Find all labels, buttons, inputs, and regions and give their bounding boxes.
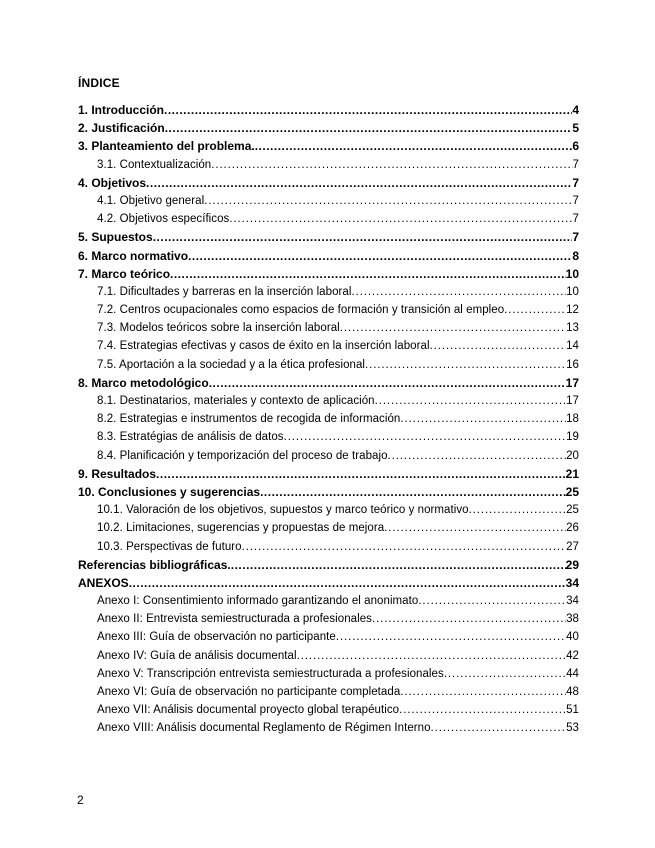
toc-section-entry[interactable] <box>78 228 579 246</box>
toc-entry-label: 4. Objetivos <box>78 175 147 190</box>
toc-entry-label: 7.2. Centros ocupacionales como espacios de formación y transición al empleo <box>97 304 505 317</box>
toc-entry-label: 2. Justificación <box>78 121 165 136</box>
toc-entry-label: 10.3. Perspectivas de futuro <box>97 540 242 553</box>
toc-dot-leader <box>384 519 566 537</box>
toc-dot-leader <box>231 556 566 574</box>
toc-dot-leader <box>165 119 573 137</box>
toc-subsection-entry[interactable] <box>78 319 579 337</box>
toc-entry-page: 53 <box>566 722 579 735</box>
toc-section-entry[interactable] <box>78 574 579 592</box>
toc-entry-page: 44 <box>566 667 579 680</box>
toc-entry-label: 7. Marco teórico <box>78 266 171 281</box>
toc-entry-page: 29 <box>565 557 579 572</box>
toc-entry-page: 7 <box>572 194 579 207</box>
toc-entry-page: 48 <box>566 686 579 698</box>
toc-entry-page: 42 <box>566 649 579 662</box>
toc-entry-label: Anexo VII: Análisis documental proyecto global terapéutico <box>97 704 400 717</box>
toc-subsection-entry[interactable] <box>78 356 579 374</box>
toc-dot-leader <box>129 574 566 592</box>
toc-section-entry[interactable] <box>78 137 579 155</box>
toc-entry-page: 14 <box>566 340 579 353</box>
toc-section-entry[interactable] <box>78 247 579 265</box>
toc-entry-page: 40 <box>566 631 579 644</box>
toc-entry-page: 7 <box>572 175 579 190</box>
toc-subsection-entry[interactable] <box>78 337 579 355</box>
toc-dot-leader <box>188 247 572 265</box>
toc-entry-page: 27 <box>566 540 579 553</box>
toc-dot-leader <box>255 137 573 155</box>
toc-entry-page: 10 <box>566 285 579 298</box>
toc-entry-label: 8.3. Estratégias de análisis de datos <box>97 431 284 444</box>
toc-entry-label: Anexo VIII: Análisis documental Reglamento de Régimen Interno <box>97 722 431 735</box>
toc-entry-label: Anexo II: Entrevista semiestructurada a profesionales <box>97 613 372 626</box>
toc-entry-label: 3.1. Contextualización <box>97 158 212 171</box>
toc-subsection-entry[interactable] <box>78 392 579 410</box>
toc-subsection-entry[interactable] <box>78 192 579 210</box>
toc-dot-leader <box>242 538 567 556</box>
toc-subsection-entry[interactable] <box>78 501 579 519</box>
toc-subsection-entry[interactable] <box>78 519 579 537</box>
toc-entry-label: 7.4. Estrategias efectivas y casos de éxito en la inserción laboral <box>97 340 430 353</box>
toc-dot-leader <box>209 374 566 392</box>
toc-subsection-entry[interactable] <box>78 156 579 174</box>
toc-dot-leader <box>260 483 566 501</box>
table-of-contents <box>78 101 579 738</box>
toc-dot-leader <box>164 101 572 119</box>
toc-entry-page: 17 <box>565 375 579 390</box>
page-title: ÍNDICE <box>78 76 120 90</box>
toc-dot-leader <box>365 356 566 374</box>
toc-entry-label: 8.1. Destinatarios, materiales y contexto de aplicación <box>97 395 375 407</box>
toc-entry-label: Anexo V: Transcripción entrevista semiestructurada a profesionales <box>97 667 444 680</box>
toc-entry-label: Anexo III: Guía de observación no participante <box>97 631 336 644</box>
toc-subsection-entry[interactable] <box>78 628 579 646</box>
toc-section-entry[interactable] <box>78 556 579 574</box>
toc-entry-page: 51 <box>566 704 579 717</box>
toc-dot-leader <box>400 683 566 701</box>
toc-section-entry[interactable] <box>78 374 579 392</box>
toc-entry-label: 3. Planteamiento del problema. <box>78 139 255 154</box>
toc-dot-leader <box>284 428 566 446</box>
toc-entry-page: 25 <box>566 504 579 517</box>
toc-entry-page: 25 <box>565 484 579 499</box>
toc-entry-page: 18 <box>566 413 579 426</box>
toc-dot-leader <box>351 283 566 301</box>
toc-subsection-entry[interactable] <box>78 719 579 737</box>
toc-dot-leader <box>156 465 566 483</box>
toc-entry-page: 4 <box>572 103 579 117</box>
toc-dot-leader <box>336 628 566 646</box>
toc-dot-leader <box>211 156 572 174</box>
toc-subsection-entry[interactable] <box>78 283 579 301</box>
toc-section-entry[interactable] <box>78 101 579 119</box>
toc-entry-page: 13 <box>566 322 579 335</box>
toc-entry-label: 8.2. Estrategias e instrumentos de recogida de información <box>97 413 401 426</box>
toc-dot-leader <box>297 647 566 665</box>
toc-entry-page: 38 <box>566 613 579 626</box>
toc-entry-label: 10. Conclusiones y sugerencias <box>78 484 261 499</box>
toc-dot-leader <box>399 701 566 719</box>
toc-section-entry[interactable] <box>78 265 579 283</box>
toc-entry-page: 16 <box>566 358 579 371</box>
toc-entry-label: 4.2. Objetivos específicos <box>97 213 230 226</box>
toc-entry-label: 5. Supuestos <box>78 230 153 245</box>
toc-entry-label: 7.3. Modelos teóricos sobre la inserción laboral <box>97 322 340 335</box>
toc-dot-leader <box>430 337 567 355</box>
toc-entry-label: 10.2. Limitaciones, sugerencias y propuestas de mejora <box>97 522 385 535</box>
toc-entry-page: 6 <box>572 139 579 154</box>
toc-subsection-entry[interactable] <box>78 665 579 683</box>
toc-entry-label: 7.5. Aportación a la sociedad y a la ética profesional <box>97 358 366 371</box>
toc-subsection-entry[interactable] <box>78 428 579 446</box>
toc-entry-label: 8.4. Planificación y temporización del proceso de trabajo <box>97 449 388 462</box>
toc-subsection-entry[interactable] <box>78 210 579 228</box>
toc-dot-leader <box>375 392 566 410</box>
toc-dot-leader <box>153 228 573 246</box>
toc-section-entry[interactable] <box>78 483 579 501</box>
toc-entry-label: Referencias bibliográficas. <box>78 557 231 572</box>
toc-dot-leader <box>469 501 567 519</box>
toc-entry-label: Anexo VI: Guía de observación no participante completada <box>97 686 401 698</box>
toc-entry-page: 7 <box>572 158 579 171</box>
toc-entry-page: 26 <box>566 522 579 535</box>
toc-entry-page: 19 <box>566 431 579 444</box>
toc-dot-leader <box>431 719 567 737</box>
toc-entry-label: 9. Resultados <box>78 466 157 481</box>
toc-entry-label: 10.1. Valoración de los objetivos, supuestos y marco teórico y normativo <box>97 504 469 517</box>
toc-section-entry[interactable] <box>78 119 579 137</box>
toc-section-entry[interactable] <box>78 465 579 483</box>
toc-entry-label: 1. Introducción <box>78 103 165 117</box>
toc-subsection-entry[interactable] <box>78 538 579 556</box>
toc-dot-leader <box>504 301 566 319</box>
toc-dot-leader <box>372 610 566 628</box>
toc-entry-page: 21 <box>565 466 579 481</box>
toc-dot-leader <box>229 210 572 228</box>
toc-dot-leader <box>146 174 572 192</box>
toc-dot-leader <box>204 192 572 210</box>
toc-entry-label: 7.1. Dificultades y barreras en la inserción laboral <box>97 285 352 298</box>
toc-entry-page: 7 <box>572 230 579 245</box>
toc-dot-leader <box>400 410 566 428</box>
toc-entry-page: 12 <box>566 304 579 317</box>
toc-section-entry[interactable] <box>78 174 579 192</box>
toc-entry-label: 6. Marco normativo <box>78 248 189 263</box>
toc-subsection-entry[interactable] <box>78 447 579 465</box>
toc-dot-leader <box>388 447 567 465</box>
toc-subsection-entry[interactable] <box>78 683 579 701</box>
toc-subsection-entry[interactable] <box>78 410 579 428</box>
toc-entry-label: 4.1. Objetivo general <box>97 194 205 207</box>
toc-subsection-entry[interactable] <box>78 701 579 719</box>
toc-entry-page: 17 <box>566 395 579 407</box>
toc-subsection-entry[interactable] <box>78 301 579 319</box>
toc-entry-page: 20 <box>566 449 579 462</box>
page-number: 2 <box>77 793 84 807</box>
toc-subsection-entry[interactable] <box>78 647 579 665</box>
toc-entry-page: 8 <box>572 248 579 263</box>
toc-subsection-entry[interactable] <box>78 610 579 628</box>
toc-dot-leader <box>418 592 566 610</box>
toc-dot-leader <box>170 265 566 283</box>
toc-entry-page: 5 <box>572 121 579 136</box>
toc-entry-page: 34 <box>566 595 579 608</box>
toc-entry-page: 7 <box>572 213 579 226</box>
toc-entry-page: 10 <box>565 266 579 281</box>
toc-entry-label: Anexo I: Consentimiento informado garantizando el anonimato <box>97 595 419 608</box>
toc-dot-leader <box>340 319 566 337</box>
toc-entry-label: 8. Marco metodológico <box>78 375 209 390</box>
toc-subsection-entry[interactable] <box>78 592 579 610</box>
toc-entry-label: ANEXOS <box>78 575 129 590</box>
toc-entry-page: 34 <box>565 575 579 590</box>
toc-dot-leader <box>444 665 566 683</box>
toc-entry-label: Anexo IV: Guía de análisis documental <box>97 649 297 662</box>
